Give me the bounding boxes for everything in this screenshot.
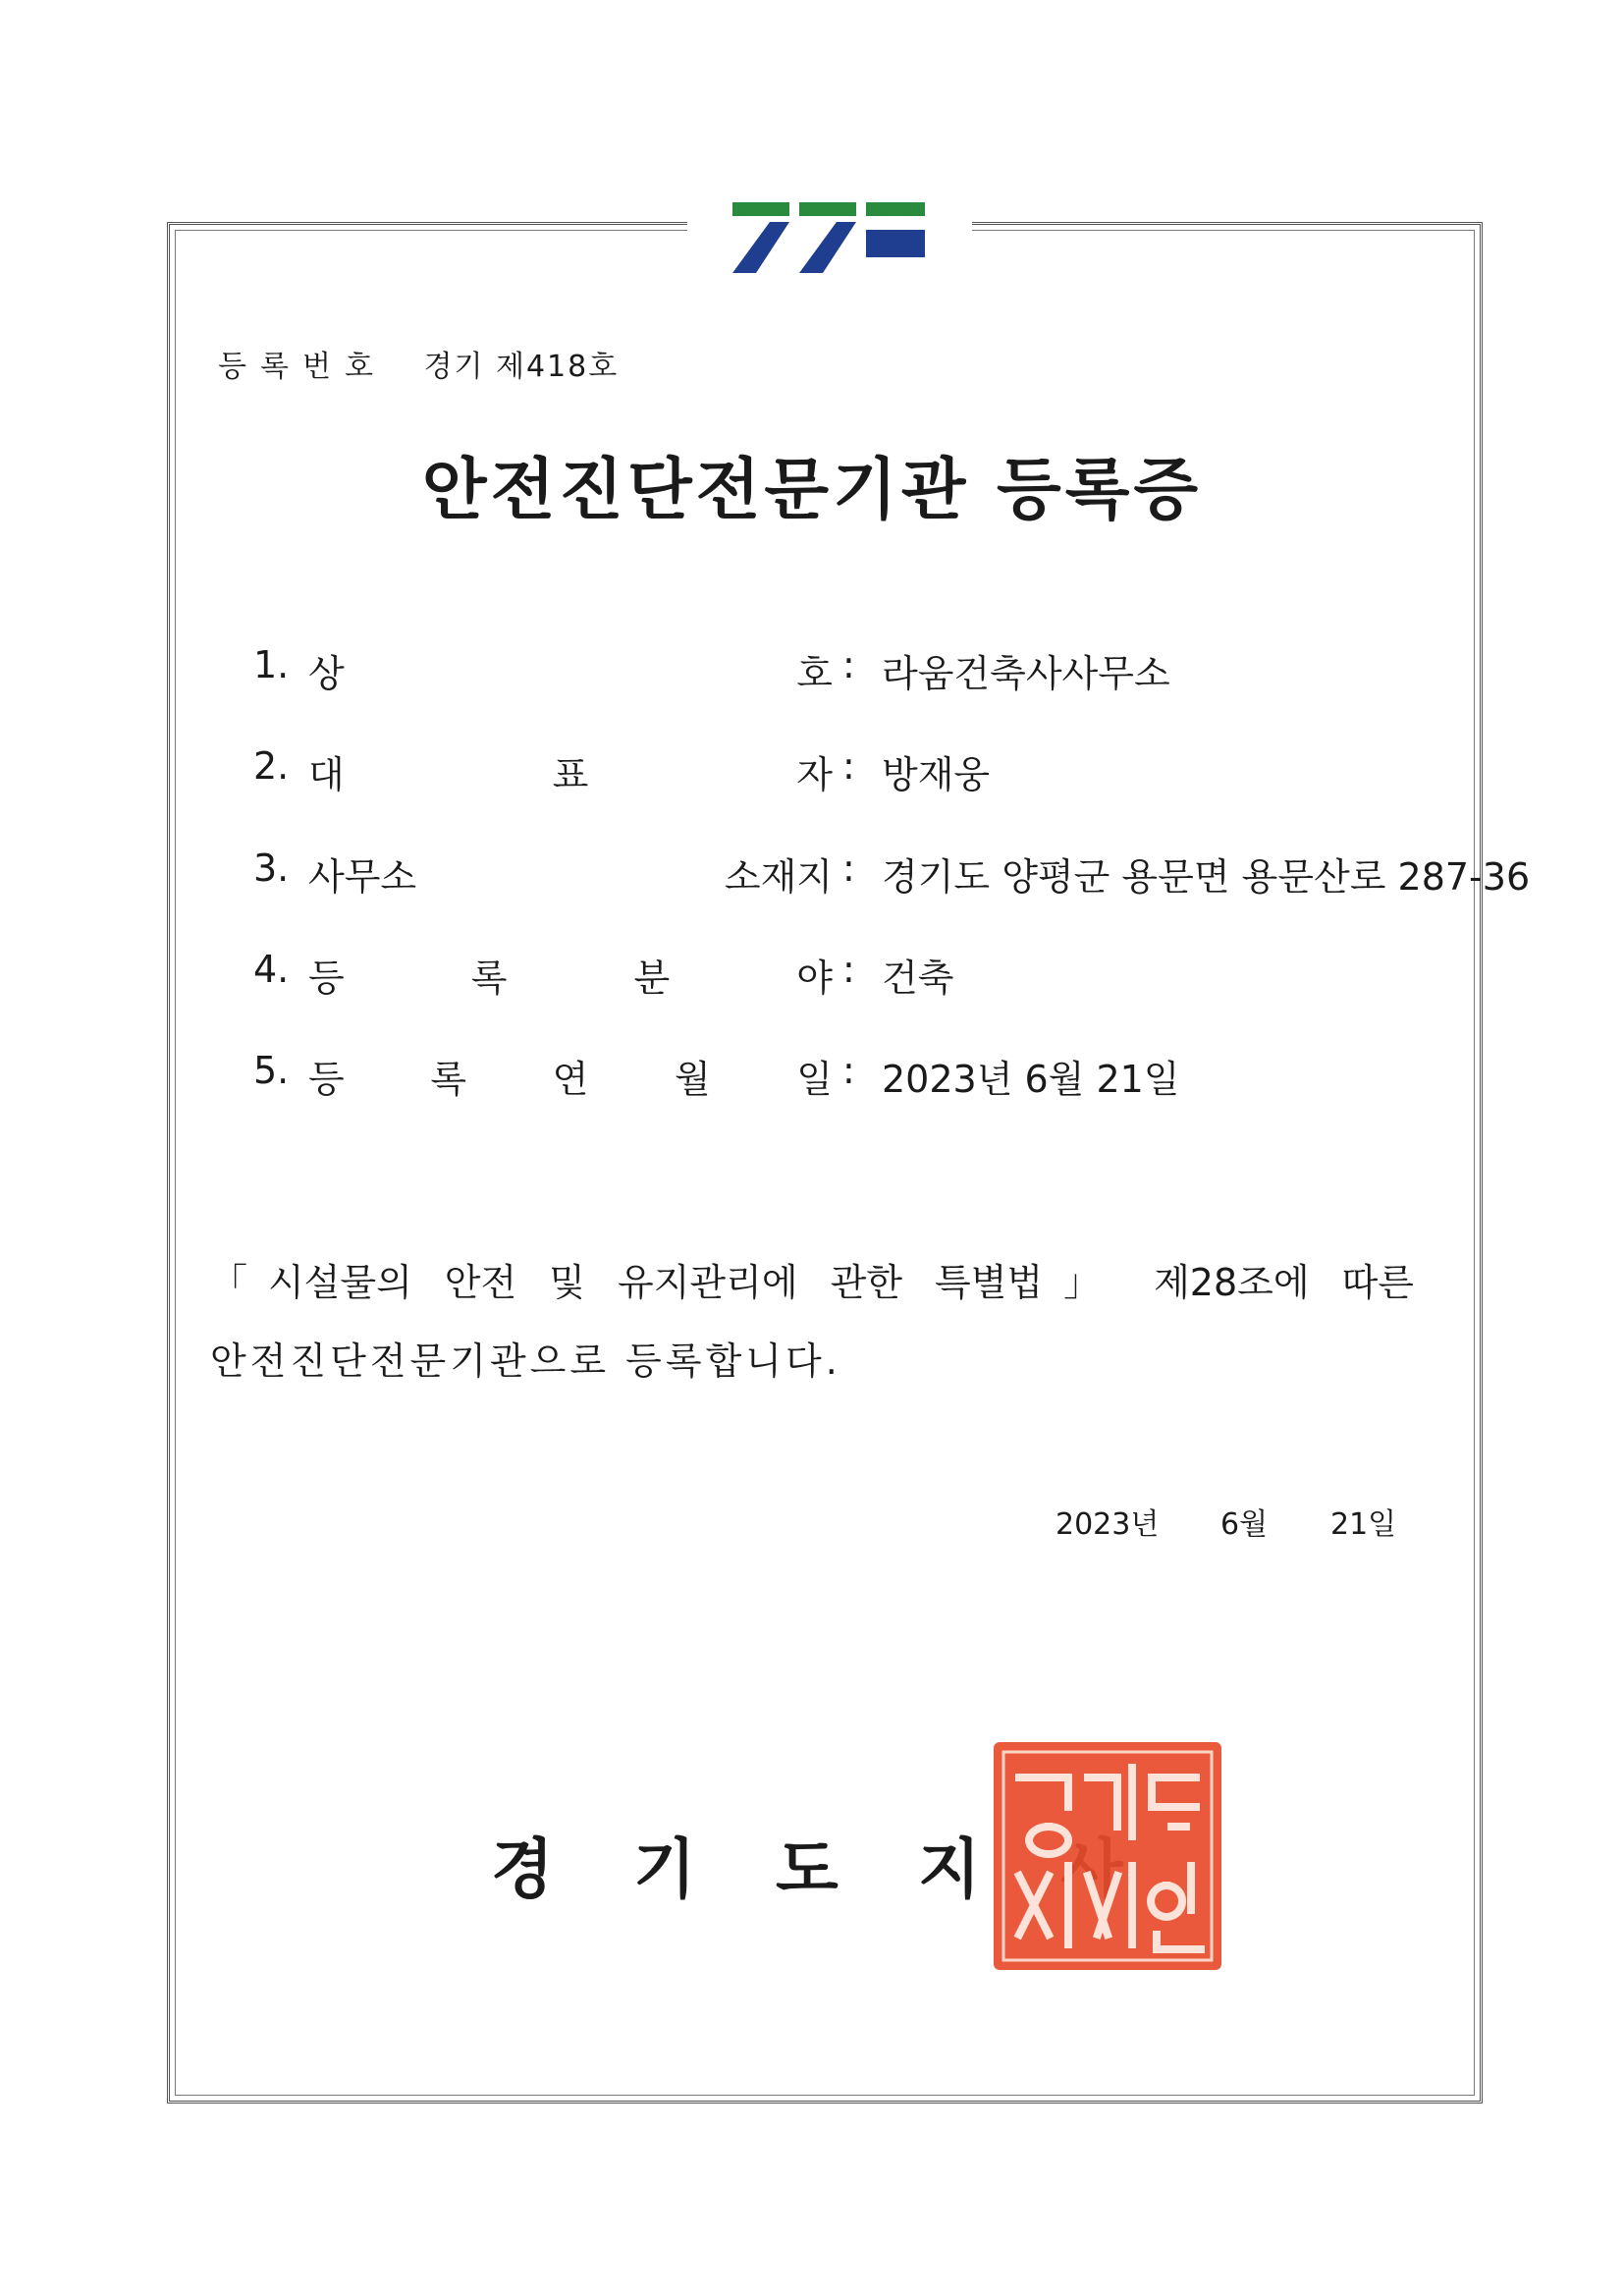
item-label-part: 록 <box>430 1058 467 1101</box>
item-value: 건축 <box>882 957 954 1000</box>
item-colon: : <box>842 1049 855 1092</box>
item-colon: : <box>842 643 855 686</box>
item-label-part: 상 <box>308 652 345 695</box>
item-colon: : <box>842 847 855 890</box>
item-label <box>308 948 833 1002</box>
issuer-char: 도 <box>776 1831 839 1907</box>
item-number: 1. <box>253 643 290 686</box>
item-colon: : <box>842 744 855 788</box>
item-label-part: 연 <box>552 1058 589 1101</box>
item-label-part: 등 <box>308 1058 345 1101</box>
gyeonggi-logo-icon <box>727 196 931 277</box>
item-colon: : <box>842 948 855 991</box>
body-text-line-1: 「시설물의 안전 및 유지관리에 관한 특별법」 제28조에 따른 <box>210 1261 1414 1304</box>
item-value: 라움건축사사무소 <box>882 652 1170 695</box>
item-value: 방재웅 <box>882 753 991 796</box>
item-label <box>308 847 833 901</box>
item-label-part: 등 <box>308 957 345 1000</box>
item-label-part: 자 <box>796 753 833 796</box>
item-label-part: 야 <box>796 957 833 1000</box>
item-label-part: 호 <box>796 652 833 695</box>
registration-number-value: 경기 제418호 <box>423 350 620 384</box>
registration-number-label: 등록번호 <box>218 350 387 384</box>
item-label-part: 대 <box>308 753 345 796</box>
issue-date-year: 2023년 <box>1056 1507 1160 1542</box>
item-label-part: 월 <box>674 1058 711 1101</box>
issuer-char: 기 <box>633 1831 696 1907</box>
item-label <box>308 744 833 798</box>
item-number: 3. <box>253 847 290 890</box>
item-value: 경기도 양평군 용문면 용문산로 287-36 <box>882 855 1531 899</box>
item-number: 4. <box>253 948 290 991</box>
item-label-part: 분 <box>633 957 671 1000</box>
item-label-part: 사무소 <box>308 855 417 899</box>
item-label-part: 록 <box>470 957 508 1000</box>
item-number: 2. <box>253 744 290 788</box>
body-text-line-2: 안전진단전문기관으로 등록합니다. <box>210 1339 841 1383</box>
item-label <box>308 1049 833 1103</box>
registration-number <box>218 342 619 385</box>
issuer-char: 지 <box>918 1831 981 1907</box>
official-seal-icon <box>990 1738 1225 1974</box>
issue-date-day: 21일 <box>1330 1507 1397 1542</box>
document-title: 안전진단전문기관 등록증 <box>421 452 1203 529</box>
item-label-part: 표 <box>552 753 589 796</box>
item-value: 2023년 6월 21일 <box>882 1058 1180 1101</box>
item-label <box>308 643 833 697</box>
item-label-part: 일 <box>796 1058 833 1101</box>
issue-date-month: 6월 <box>1220 1507 1269 1542</box>
item-label-part: 소재지 <box>724 855 833 899</box>
item-number: 5. <box>253 1049 290 1092</box>
issuer-char: 경 <box>491 1831 554 1907</box>
